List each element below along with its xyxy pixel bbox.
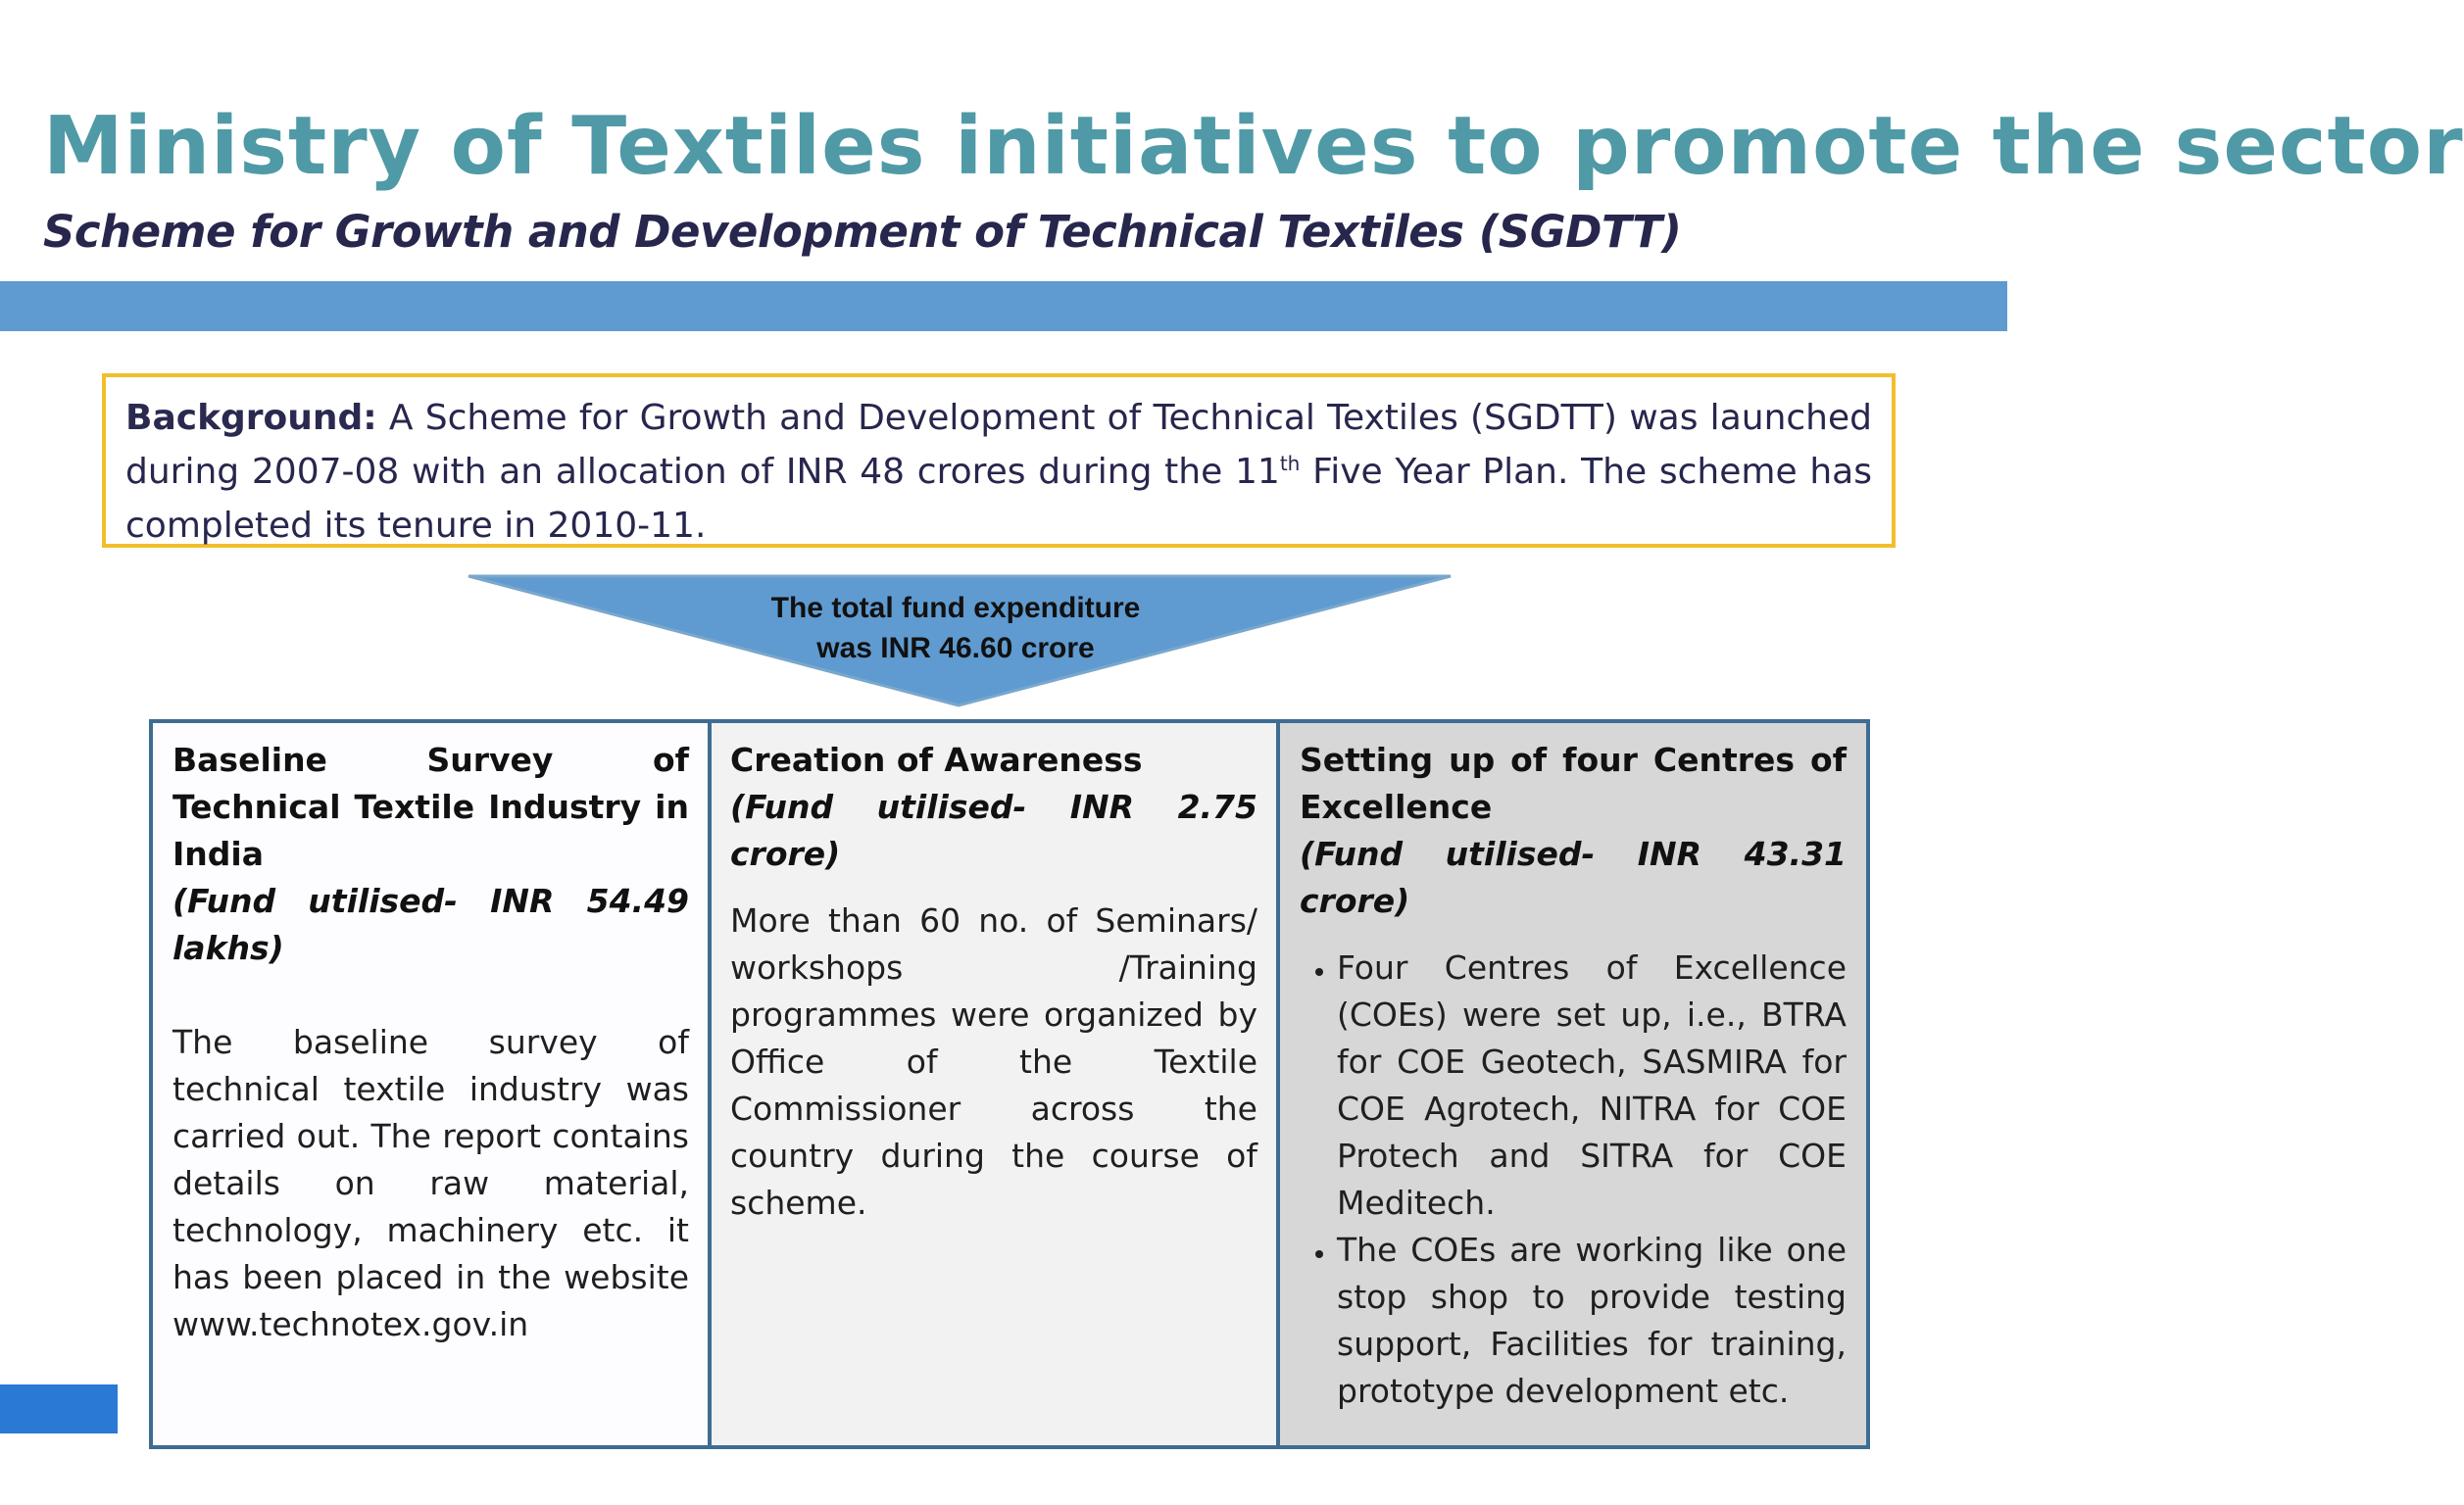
- background-label: Background:: [125, 398, 377, 438]
- column-heading: Baseline Survey of Technical Textile Industry in India: [172, 741, 689, 873]
- header-band: [0, 281, 2007, 331]
- background-text-end: Five Year Plan. The scheme has completed its tenure in 2010-11.: [125, 452, 1872, 546]
- background-superscript: th: [1279, 452, 1301, 475]
- funnel-line-1: The total fund expenditure: [770, 592, 1141, 624]
- page-title: Ministry of Textiles initiatives to promote the sector: [43, 100, 2464, 193]
- column-fund: (Fund utilised- INR 54.49 lakhs): [172, 882, 689, 967]
- column-body: The baseline survey of technical textile industry was carried out. The report contains details on raw material, technology, machinery etc. it has been placed in the website www.technotex.gov.in: [172, 1023, 689, 1343]
- column-fund: (Fund utilised- INR 43.31 crore): [1300, 835, 1847, 920]
- column-centres-of-excellence: [1276, 723, 1866, 1445]
- background-text: A Scheme for Growth and Development of Technical Textiles (SGDTT) was launched during 2007-08 with an allocation of INR 48 crores during the 11: [125, 398, 1872, 492]
- column-baseline-survey: [153, 723, 708, 1445]
- column-heading: Setting up of four Centres of Excellence: [1300, 741, 1847, 826]
- background-box: [102, 373, 1896, 548]
- bullet-list: [1300, 945, 1847, 1415]
- funnel-label: [666, 588, 1245, 668]
- list-item: • The COEs are working like one stop shop to provide testing support, Facilities for training, prototype development etc.: [1337, 1227, 1847, 1415]
- page-subtitle: Scheme for Growth and Development of Technical Textiles (SGDTT): [43, 206, 1682, 258]
- column-awareness: [708, 723, 1276, 1445]
- decorative-tab: [0, 1384, 118, 1433]
- column-fund: (Fund utilised- INR 2.75 crore): [730, 788, 1257, 873]
- funnel-line-2: was INR 46.60 crore: [816, 632, 1095, 664]
- column-body: More than 60 no. of Seminars/ workshops /Training programmes were organized by Office of the Textile Commissioner across the country during the course of scheme.: [730, 901, 1257, 1222]
- column-heading: Creation of Awareness: [730, 741, 1143, 779]
- list-item: • Four Centres of Excellence (COEs) were set up, i.e., BTRA for COE Geotech, SASMIRA for COE Agrotech, NITRA for COE Protech and SITRA for COE Meditech.: [1337, 945, 1847, 1227]
- initiative-columns: [149, 719, 1870, 1449]
